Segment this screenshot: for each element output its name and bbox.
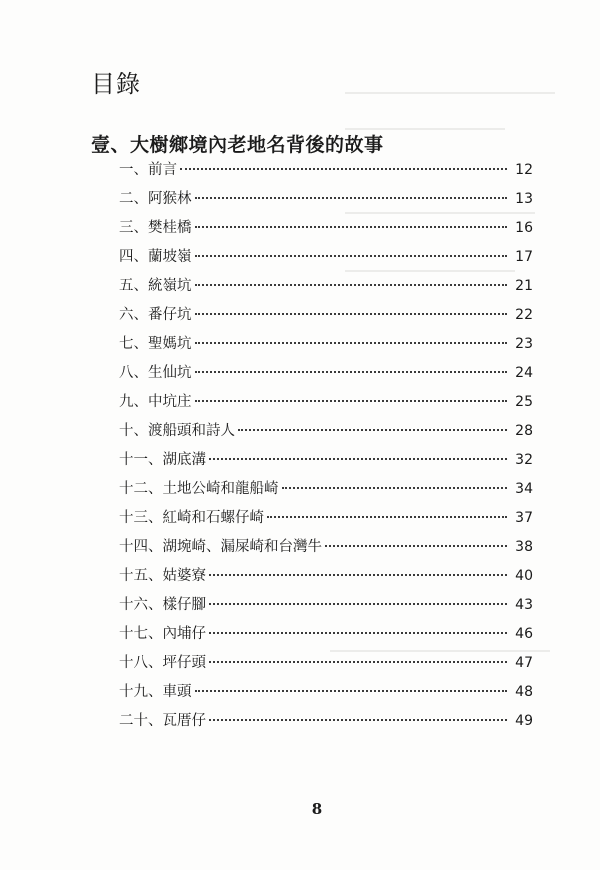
dot-leader [195, 342, 508, 344]
toc-entry-page: 17 [515, 249, 533, 265]
toc-entry-page: 48 [515, 684, 533, 700]
dot-leader [195, 313, 508, 315]
dot-leader [238, 429, 507, 431]
page-number: 8 [311, 800, 323, 818]
toc-entry-page: 37 [515, 510, 533, 526]
toc-entry[interactable] [119, 475, 533, 504]
toc-entry[interactable] [119, 649, 533, 678]
dot-leader [195, 255, 508, 257]
toc-entry-label: 十五、姑婆寮 [119, 568, 206, 584]
toc-entry-page: 49 [515, 713, 533, 729]
dot-leader [209, 574, 507, 576]
dot-leader [267, 516, 507, 518]
toc-entry[interactable] [119, 156, 533, 185]
toc-entry[interactable] [119, 214, 533, 243]
toc-entry-label: 十六、樣仔腳 [119, 597, 206, 613]
toc-entry[interactable] [119, 185, 533, 214]
toc-entry-page: 13 [515, 191, 533, 207]
toc-entry[interactable] [119, 272, 533, 301]
toc-entry[interactable] [119, 301, 533, 330]
toc-entry-label: 八、生仙坑 [119, 365, 192, 381]
toc-entry-page: 40 [515, 568, 533, 584]
toc-entry-page: 38 [515, 539, 533, 555]
toc-entry[interactable] [119, 330, 533, 359]
toc-entry[interactable] [119, 620, 533, 649]
toc-entry-label: 十一、湖底溝 [119, 452, 206, 468]
toc-entry-label: 十四、湖埦崎、漏屎崎和台灣牛 [119, 539, 322, 555]
toc-list [119, 156, 533, 736]
toc-entry-page: 24 [515, 365, 533, 381]
toc-entry-label: 五、統嶺坑 [119, 278, 192, 294]
dot-leader [195, 197, 508, 199]
toc-entry[interactable] [119, 533, 533, 562]
dot-leader [209, 661, 507, 663]
toc-entry-label: 一、前言 [119, 162, 177, 178]
toc-entry[interactable] [119, 388, 533, 417]
toc-entry[interactable] [119, 678, 533, 707]
toc-entry-page: 34 [515, 481, 533, 497]
dot-leader [180, 168, 507, 170]
toc-entry-label: 七、聖媽坑 [119, 336, 192, 352]
toc-entry[interactable] [119, 359, 533, 388]
toc-entry-label: 十八、坪仔頭 [119, 655, 206, 671]
dot-leader [209, 458, 507, 460]
toc-entry-label: 十、渡船頭和詩人 [119, 423, 235, 439]
dot-leader [325, 545, 507, 547]
page-title: 目錄 [91, 70, 141, 98]
dot-leader [209, 632, 507, 634]
toc-entry-label: 十九、車頭 [119, 684, 192, 700]
toc-entry-label: 十七、內埔仔 [119, 626, 206, 642]
toc-entry-page: 28 [515, 423, 533, 439]
section-title: 壹、大樹鄉境內老地名背後的故事 [91, 134, 384, 156]
toc-entry-page: 21 [515, 278, 533, 294]
toc-entry[interactable] [119, 446, 533, 475]
toc-entry-label: 二十、瓦厝仔 [119, 713, 206, 729]
toc-entry-page: 47 [515, 655, 533, 671]
toc-entry[interactable] [119, 417, 533, 446]
toc-entry[interactable] [119, 591, 533, 620]
dot-leader [195, 400, 508, 402]
toc-entry-page: 16 [515, 220, 533, 236]
toc-entry[interactable] [119, 504, 533, 533]
toc-entry-page: 23 [515, 336, 533, 352]
toc-entry-label: 十三、紅崎和石螺仔崎 [119, 510, 264, 526]
toc-entry-label: 十二、土地公崎和龍船崎 [119, 481, 279, 497]
toc-entry[interactable] [119, 707, 533, 736]
toc-entry-label: 九、中坑庄 [119, 394, 192, 410]
dot-leader [195, 371, 508, 373]
toc-entry-page: 12 [515, 162, 533, 178]
bleed-through-line [345, 92, 555, 94]
dot-leader [195, 226, 508, 228]
toc-entry-page: 32 [515, 452, 533, 468]
dot-leader [195, 690, 508, 692]
toc-entry-page: 43 [515, 597, 533, 613]
toc-entry-page: 22 [515, 307, 533, 323]
toc-entry-label: 三、樊桂橋 [119, 220, 192, 236]
toc-entry[interactable] [119, 562, 533, 591]
toc-entry-label: 四、蘭坡嶺 [119, 249, 192, 265]
toc-entry-page: 25 [515, 394, 533, 410]
dot-leader [209, 603, 507, 605]
dot-leader [195, 284, 508, 286]
dot-leader [282, 487, 508, 489]
toc-entry-page: 46 [515, 626, 533, 642]
toc-entry[interactable] [119, 243, 533, 272]
dot-leader [209, 719, 507, 721]
toc-entry-label: 六、番仔坑 [119, 307, 192, 323]
toc-entry-label: 二、阿猴林 [119, 191, 192, 207]
